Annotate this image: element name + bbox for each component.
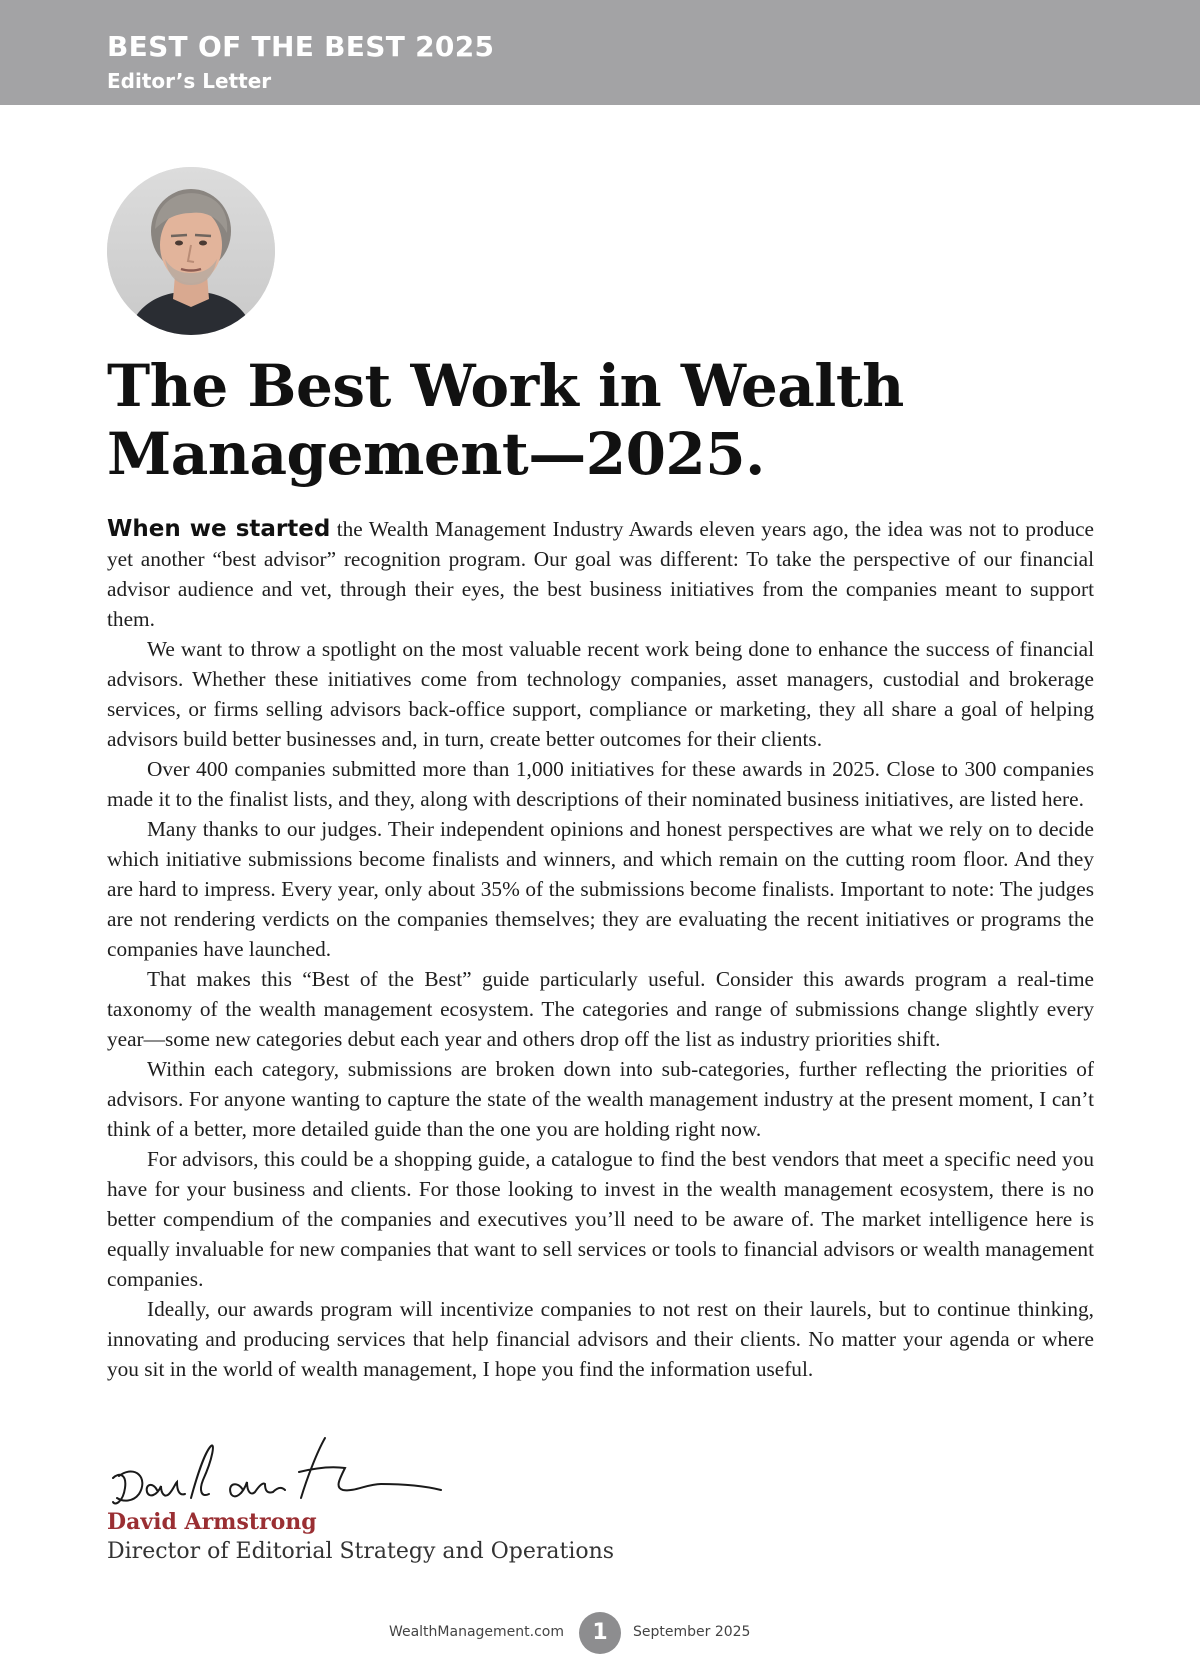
paragraph (107, 514, 1094, 634)
paragraph: That makes this “Best of the Best” guide particularly useful. Consider this awards program a real-time taxonomy of the wealth management ecosystem. The categories and range of submissions change slightly every year—some new categories debut each year and others drop off the list as industry priorities shift. (107, 967, 1094, 1051)
author-title: Director of Editorial Strategy and Operations (107, 1539, 615, 1564)
headline (107, 352, 1107, 488)
paragraph: For advisors, this could be a shopping guide, a catalogue to find the best vendors that meet a specific need you have for your business and clients. For those looking to invest in the wealth management ecosystem, there is no better compendium of the companies and executives you’ll need to be aware of. The market intelligence here is equally invaluable for new companies that want to sell services or tools to financial advisors or wealth management companies. (107, 1147, 1094, 1291)
paragraph: Within each category, submissions are broken down into sub-categories, further reflecting the priorities of advisors. For anyone wanting to capture the state of the wealth management industry at the present moment, I can’t think of a better, more detailed guide than the one you are holding right now. (107, 1057, 1094, 1141)
paragraph: Ideally, our awards program will incentivize companies to not rest on their laurels, but to continue thinking, innovating and producing services that help financial advisors and their clients. No matter your agenda or where you sit in the world of wealth management, I hope you find the information useful. (107, 1297, 1094, 1381)
paragraph: We want to throw a spotlight on the most valuable recent work being done to enhance the success of financial advisors. Whether these initiatives come from technology companies, asset managers, custodial and brokerage services, or firms selling advisors back-office support, compliance or marketing, they all share a goal of helping advisors build better businesses and, in turn, create better outcomes for their clients. (107, 637, 1094, 751)
headline-line-2: Management—2025. (107, 420, 765, 488)
author-name: David Armstrong (107, 1509, 317, 1535)
header-band (0, 0, 1200, 105)
footer-date: September 2025 (633, 1624, 751, 1640)
footer-site: WealthManagement.com (388, 1624, 564, 1640)
headline-line-1: The Best Work in Wealth (107, 352, 904, 420)
section-subtitle: Editor’s Letter (107, 69, 272, 93)
paragraph: Many thanks to our judges. Their independent opinions and honest perspectives are what we rely on to decide which initiative submissions become finalists and winners, and which remain on the cutting room floor. And they are hard to impress. Every year, only about 35% of the submissions become finalists. Important to note: The judges are not rendering verdicts on the companies themselves; they are evaluating the recent initiatives or programs the companies have launched. (107, 817, 1094, 961)
paragraph-text: the Wealth Management Industry Awards eleven years ago, the idea was not to produce yet another “best advisor” recognition program. Our goal was different: To take the perspective of our financial advisor audience and vet, through their eyes, the best business initiatives from the companies meant to support them. (107, 517, 1095, 631)
author-photo (107, 167, 275, 335)
page-number-badge: 1 (579, 1612, 621, 1654)
signature-image (105, 1428, 455, 1520)
paragraph: Over 400 companies submitted more than 1,000 initiatives for these awards in 2025. Close to 300 companies made it to the finalist lists, and they, along with descriptions of their nominated business initiatives, are listed here. (107, 757, 1094, 811)
section-title: BEST OF THE BEST 2025 (107, 30, 495, 63)
lead-in: When we started (107, 516, 331, 542)
article-body (107, 514, 1094, 1384)
